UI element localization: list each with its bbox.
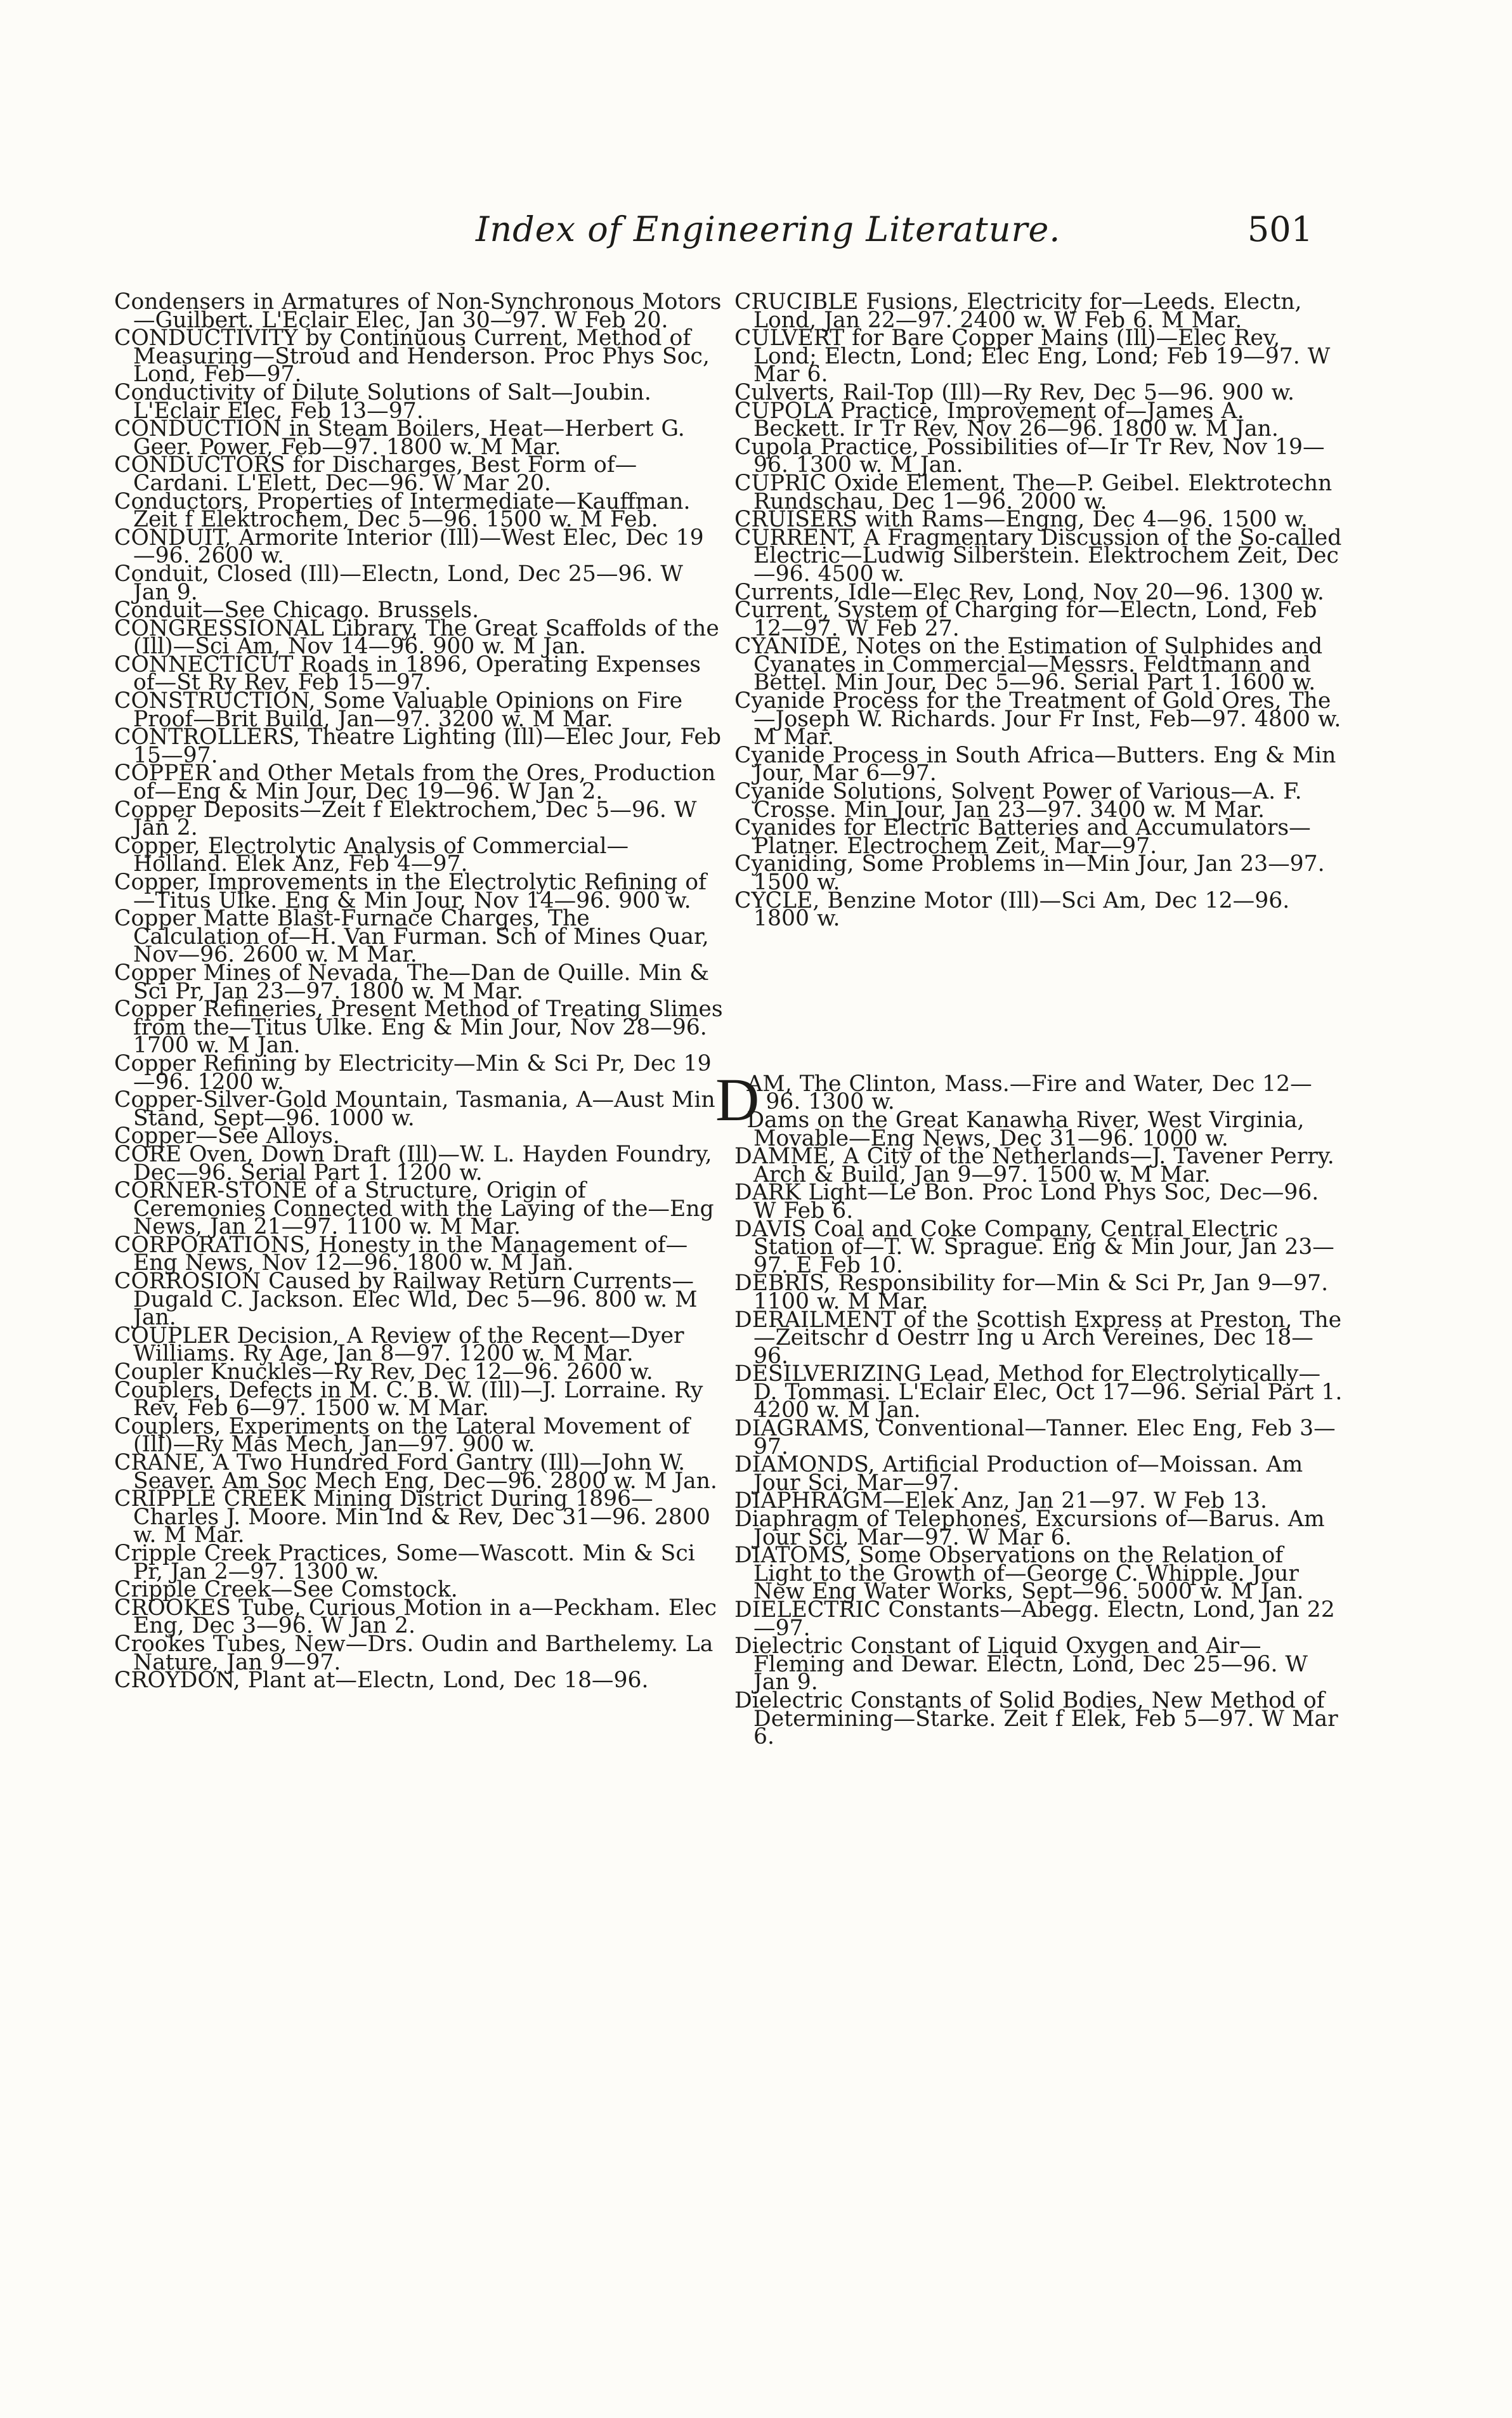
index-entry: DIAMONDS, Artificial Production of—Moissan. Am Jour Sci, Mar—97. (734, 1452, 1303, 1496)
index-entry: CUPOLA Practice, Improvement of—James A. Beckett. Ir Tr Rev, Nov 26—96. 1800 w. M Jan. (734, 398, 1279, 442)
index-entry: CONNECTICUT Roads in 1896, Operating Expenses of—St Ry Rev, Feb 15—97. (114, 651, 701, 696)
index-entry: CORPORATIONS, Honesty in the Management of—Eng News, Nov 12—96. 1800 w. M Jan. (114, 1232, 688, 1276)
index-entry: CRUCIBLE Fusions, Electricity for—Leeds. Electn, Lond, Jan 22—97. 2400 w. W Feb 6. M Mar. (734, 289, 1302, 333)
index-entry: DARK Light—Le Bon. Proc Lond Phys Soc, Dec—96. W Feb 6. (734, 1180, 1319, 1224)
index-entry: CROYDON, Plant at—Electn, Lond, Dec 18—96. (114, 1668, 649, 1694)
drop-cap-letter: D (715, 1065, 760, 1134)
index-entry: DEBRIS, Responsibility for—Min & Sci Pr, Jan 9—97. 1100 w. M Mar. (734, 1271, 1329, 1314)
index-entry: Cripple Creek Practices, Some—Wascott. Min & Sci Pr, Jan 2—97. 1300 w. (114, 1540, 695, 1585)
index-entry: Copper, Electrolytic Analysis of Commercial—Holland. Elek Anz, Feb 4—97. (114, 833, 629, 877)
index-entry: Current, System of Charging for—Electn, Lond, Feb 12—97. W Feb 27. (734, 598, 1317, 641)
index-entry: CROOKES Tube, Curious Motion in a—Peckham. Elec Eng, Dec 3—96. W Jan 2. (114, 1595, 717, 1639)
index-entry: Copper Refining by Electricity—Min & Sci Pr, Dec 19—96. 1200 w. (114, 1050, 712, 1095)
index-entry: CONSTRUCTION, Some Valuable Opinions on Fire Proof—Brit Build, Jan—97. 3200 w. M Mar. (114, 688, 683, 732)
right-index-column (715, 289, 1343, 1750)
index-entry: Cyanide Process for the Treatment of Gold Ores, The—Joseph W. Richards. Jour Fr Inst, Feb—97. 4800 w. M Mar. (734, 688, 1341, 750)
index-entry: Cripple Creek—See Comstock. (114, 1577, 458, 1603)
index-entry: Copper Refineries, Present Method of Treating Slimes from the—Titus Ulke. Eng & Min Jour, Nov 28—96. 1700 w. M Jan. (114, 997, 723, 1059)
index-entry: Currents, Idle—Elec Rev, Lond, Nov 20—96. 1300 w. (734, 579, 1324, 605)
index-entry: Crookes Tubes, New—Drs. Oudin and Barthelemy. La Nature, Jan 9—97. (114, 1631, 714, 1675)
index-entry: DERAILMENT of the Scottish Express at Preston, The—Zeitschr d Oestrr Ing u Arch Vereines, Dec 18—96. (734, 1307, 1342, 1369)
page-number: 501 (1247, 209, 1313, 249)
index-entry: Dielectric Constants of Solid Bodies, New Method of Determining—Starke. Zeit f Elek, Feb 5—97. W Mar 6. (734, 1687, 1338, 1750)
index-entry: Coupler Knuckles—Ry Rev, Dec 12—96. 2600 w. (114, 1359, 653, 1385)
left-index-column (114, 289, 723, 1694)
index-entry: CURRENT, A Fragmentary Discussion of the So-called Electric—Ludwig Silberstein. Elektrochem Zeit, Dec—96. 4500 w. (734, 525, 1342, 587)
index-entry: Condensers in Armatures of Non-Synchronous Motors—Guilbert. L'Eclair Elec, Jan 30—97. W Feb 20. (114, 289, 722, 333)
index-entry: Cyanide Process in South Africa—Butters. Eng & Min Jour, Mar 6—97. (734, 742, 1336, 787)
index-entry: Couplers, Experiments on the Lateral Movement of (Ill)—Ry Mas Mech, Jan—97. 900 w. (114, 1413, 690, 1458)
index-entry: CORROSION Caused by Railway Return Currents—Dugald C. Jackson. Elec Wld, Dec 5—96. 800 w. M Jan. (114, 1269, 698, 1331)
index-entry: Copper Mines of Nevada, The—Dan de Quille. Min & Sci Pr, Jan 23—97. 1800 w. M Mar. (114, 960, 709, 1004)
index-entry: Cyaniding, Some Problems in—Min Jour, Jan 23—97. 1500 w. (734, 851, 1325, 895)
index-entry: Culverts, Rail-Top (Ill)—Ry Rev, Dec 5—96. 900 w. (734, 379, 1295, 405)
index-entry: DIAGRAMS, Conventional—Tanner. Elec Eng, Feb 3—97. (734, 1416, 1336, 1460)
index-entry: CONDUCTION in Steam Boilers, Heat—Herbert G. Geer. Power, Feb—97. 1800 w. M Mar. (114, 416, 685, 460)
index-entry: CUPRIC Oxide Element, The—P. Geibel. Elektrotechn Rundschau, Dec 1—96. 2000 w. (734, 470, 1333, 514)
index-entry: DAMME, A City of the Netherlands—J. Tavener Perry. Arch & Build, Jan 9—97. 1500 w. M Mar. (734, 1144, 1334, 1187)
index-entry: Conduit—See Chicago. Brussels. (114, 598, 479, 624)
index-entry: Copper, Improvements in the Electrolytic Refining of—Titus Ulke. Eng & Min Jour, Nov 14—96. 900 w. (114, 870, 707, 913)
index-entry: CONTROLLERS, Theatre Lighting (Ill)—Elec Jour, Feb 15—97. (114, 724, 722, 768)
running-title: Index of Engineering Literature. (476, 209, 1061, 249)
d-entries-group (734, 1107, 1343, 1750)
index-entry: DAVIS Coal and Coke Company, Central Electric Station of—T. W. Sprague. Eng & Min Jour, Jan 23—97. E Feb 10. (734, 1216, 1334, 1278)
index-entry: Cupola Practice, Possibilities of—Ir Tr Rev, Nov 19—96. 1300 w. M Jan. (734, 434, 1325, 478)
index-entry: Copper Matte Blast-Furnace Charges, The Calculation of—H. Van Furman. Sch of Mines Quar, Nov—96. 2600 w. M Mar. (114, 906, 709, 968)
index-entry: DIATOMS, Some Observations on the Relation of Light to the Growth of—George C. Whipple. Jour New Eng Water Works, Sept—96. 5000 w. M Jan. (734, 1543, 1304, 1605)
index-entry: CRUISERS with Rams—Engng, Dec 4—96. 1500 w. (734, 507, 1308, 533)
index-entry: COUPLER Decision, A Review of the Recent—Dyer Williams. Ry Age, Jan 8—97. 1200 w. M Mar. (114, 1323, 684, 1367)
index-entry: Copper-Silver-Gold Mountain, Tasmania, A—Aust Min Stand, Sept—96. 1000 w. (114, 1087, 715, 1131)
index-entry: Cyanides for Electric Batteries and Accumulators—Platner. Electrochem Zeit, Mar—97. (734, 815, 1311, 859)
page-header (457, 209, 1313, 260)
index-entry: COPPER and Other Metals from the Ores, Production of—Eng & Min Jour, Dec 19—96. W Jan 2. (114, 761, 716, 805)
index-entry: DESILVERIZING Lead, Method for Electrolytically—D. Tommasi. L'Eclair Elec, Oct 17—96. Serial Part 1. 4200 w. M Jan. (734, 1361, 1343, 1423)
dam-entry-text: AM, The Clinton, Mass.—Fire and Water, Dec 12—96. 1300 w. (746, 1071, 1312, 1115)
index-entry: CYCLE, Benzine Motor (Ill)—Sci Am, Dec 12—96. 1800 w. (734, 887, 1290, 932)
section-gap (734, 928, 1343, 1075)
index-entry: CORNER-STONE of a Structure, Origin of Ceremonies Connected with the Laying of the—Eng News, Jan 21—97. 1100 w. M Mar. (114, 1178, 714, 1240)
index-entry: Conductivity of Dilute Solutions of Salt—Joubin. L'Eclair Elec, Feb 13—97. (114, 379, 651, 424)
index-entry: CONGRESSIONAL Library, The Great Scaffolds of the (Ill)—Sci Am, Nov 14—96. 900 w. M Jan. (114, 615, 719, 660)
index-entry: CRANE, A Two Hundred Ford Gantry (Ill)—John W. Seaver. Am Soc Mech Eng, Dec—96. 2800 w. M Jan. (114, 1450, 717, 1494)
index-entry: CYANIDE, Notes on the Estimation of Sulphides and Cyanates in Commercial—Messrs. Feldtmann and Bettel. Min Jour, Dec 5—96. Serial Part 1. 1600 w. (734, 634, 1323, 696)
index-entry: CRIPPLE CREEK Mining District During 1896—Charles J. Moore. Min Ind & Rev, Dec 31—96. 2800 w. M Mar. (114, 1486, 710, 1548)
index-entry: DIAPHRAGM—Elek Anz, Jan 21—97. W Feb 13. (734, 1488, 1268, 1514)
index-entry: CONDUCTIVITY by Continuous Current, Method of Measuring—Stroud and Henderson. Proc Phys Soc, Lond, Feb—97. (114, 325, 710, 388)
index-entry: Dielectric Constant of Liquid Oxygen and Air—Fleming and Dewar. Electn, Lond, Dec 25—96. W Jan 9. (734, 1633, 1308, 1696)
index-entry: Cyanide Solutions, Solvent Power of Various—A. F. Crosse. Min Jour, Jan 23—97. 3400 w. M Mar. (734, 779, 1302, 823)
index-entry: CORE Oven, Down Draft (Ill)—W. L. Hayden Foundry, Dec—96. Serial Part 1. 1200 w. (114, 1141, 712, 1186)
index-entry: CULVERT for Bare Copper Mains (Ill)—Elec Rev, Lond; Electn, Lond; Elec Eng, Lond; Feb 19—97. W Mar 6. (734, 325, 1331, 388)
index-entry: CONDUCTORS for Discharges, Best Form of—Cardani. L'Elett, Dec—96. W Mar 20. (114, 452, 637, 496)
index-entry: CONDUIT, Armorite Interior (Ill)—West Elec, Dec 19—96. 2600 w. (114, 525, 704, 569)
index-entry: DIELECTRIC Constants—Abegg. Electn, Lond, Jan 22—97. (734, 1597, 1335, 1641)
index-entry: Dams on the Great Kanawha River, West Virginia, Movable—Eng News, Dec 31—96. 1000 w. (746, 1107, 1305, 1151)
index-entry: Copper—See Alloys. (114, 1123, 340, 1149)
index-entry: Copper Deposits—Zeit f Elektrochem, Dec 5—96. W Jan 2. (114, 797, 697, 841)
index-entry: Couplers, Defects in M. C. B. W. (Ill)—J. Lorraine. Ry Rev, Feb 6—97. 1500 w. M Mar. (114, 1377, 703, 1421)
index-entry: Conduit, Closed (Ill)—Electn, Lond, Dec 25—96. W Jan 9. (114, 561, 683, 605)
c-entries-group (734, 289, 1343, 932)
index-entry: Diaphragm of Telephones, Excursions of—Barus. Am Jour Sci, Mar—97. W Mar 6. (734, 1506, 1325, 1550)
index-entry: Conductors, Properties of Intermediate—Kauffman. Zeit f Elektrochem, Dec 5—96. 1500 w. M Feb. (114, 488, 691, 533)
